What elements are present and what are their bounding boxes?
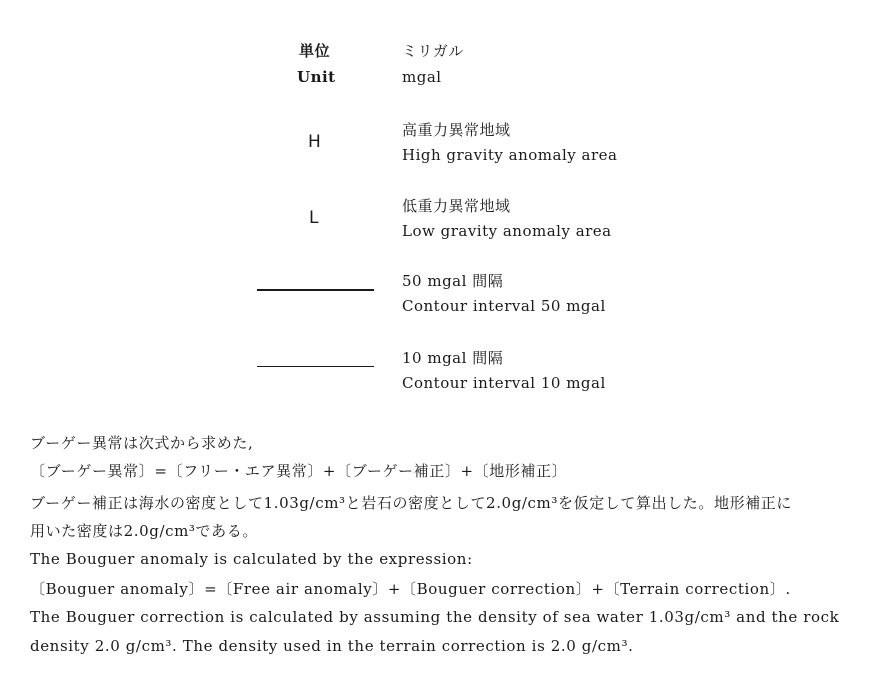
note-line: ブーゲー異常は次式から求めた, bbox=[30, 434, 254, 452]
note-line: 用いた密度は2.0g/cm³である。 bbox=[30, 522, 258, 540]
low-label-en: Low gravity anomaly area bbox=[402, 222, 612, 240]
unit-value-jp: ミリガル bbox=[402, 42, 464, 60]
contour-50-label-jp: 50 mgal 間隔 bbox=[402, 272, 504, 290]
high-symbol: H bbox=[308, 132, 321, 152]
contour-50-label-en: Contour interval 50 mgal bbox=[402, 297, 606, 315]
unit-label-jp: 単位 bbox=[299, 42, 331, 60]
contour-50-line-sample bbox=[257, 289, 374, 291]
contour-10-label-jp: 10 mgal 間隔 bbox=[402, 349, 504, 367]
note-line: 〔ブーゲー異常〕=〔フリー・エア異常〕+〔ブーゲー補正〕+〔地形補正〕 bbox=[30, 462, 568, 480]
note-line: ブーゲー補正は海水の密度として1.03g/cm³と岩石の密度として2.0g/cm³を仮定して算出した。地形補正に bbox=[30, 494, 792, 512]
note-line: The Bouguer correction is calculated by assuming the density of sea water 1.03g/cm³ and the rock bbox=[30, 608, 840, 626]
unit-label-en: Unit bbox=[297, 68, 336, 86]
contour-10-line-sample bbox=[257, 366, 374, 367]
unit-value-en: mgal bbox=[402, 68, 442, 86]
note-line: The Bouguer anomaly is calculated by the expression: bbox=[30, 550, 473, 568]
high-label-jp: 高重力異常地域 bbox=[402, 121, 511, 139]
note-line: density 2.0 g/cm³. The density used in the terrain correction is 2.0 g/cm³. bbox=[30, 637, 634, 655]
low-symbol: L bbox=[309, 208, 319, 228]
high-label-en: High gravity anomaly area bbox=[402, 146, 618, 164]
note-line: 〔Bouguer anomaly〕=〔Free air anomaly〕+〔Bouguer correction〕+〔Terrain correction〕. bbox=[30, 580, 791, 598]
contour-10-label-en: Contour interval 10 mgal bbox=[402, 374, 606, 392]
low-label-jp: 低重力異常地域 bbox=[402, 197, 511, 215]
